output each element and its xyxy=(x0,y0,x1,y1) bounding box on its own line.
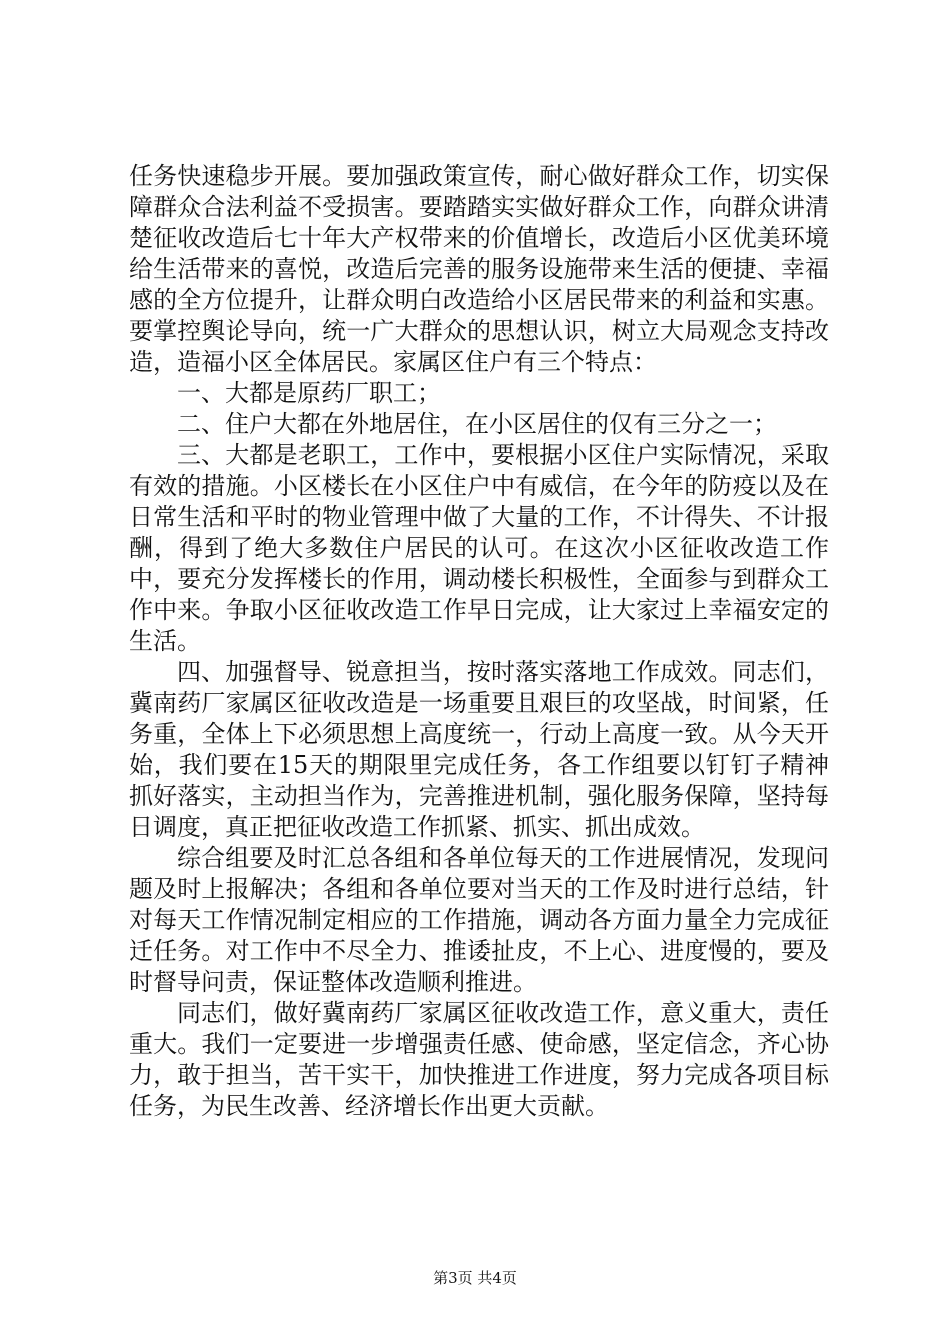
document-body xyxy=(129,161,829,1122)
paragraph-point-two: 二、住户大都在外地居住，在小区居住的仅有三分之一； xyxy=(177,410,777,438)
paragraph-point-four: 四、加强督导、锐意担当，按时落实落地工作成效。同志们，冀南药厂家属区征收改造是一场重要且艰巨的攻坚战，时间紧，任务重，全体上下必须思想上高度统一，行动上高度一致。从今天开始，我们要在15天的期限里完成任务，各工作组要以钉钉子精神抓好落实，主动担当作为，完善推进机制，强化服务保障，坚持每日调度，真正把征收改造工作抓紧、抓实、抓出成效。 xyxy=(129,658,829,841)
paragraph-summary-group: 综合组要及时汇总各组和各单位每天的工作进展情况，发现问题及时上报解决；各组和各单位要对当天的工作及时进行总结，针对每天工作情况制定相应的工作措施，调动各方面力量全力完成征迁任务。对工作中不尽全力、推诿扯皮，不上心、进度慢的，要及时督导问责，保证整体改造顺利推进。 xyxy=(129,844,829,996)
paragraph-point-three: 三、大都是老职工，工作中，要根据小区住户实际情况，采取有效的措施。小区楼长在小区住户中有威信，在今年的防疫以及在日常生活和平时的物业管理中做了大量的工作，不计得失、不计报酬，得到了绝大多数住户居民的认可。在这次小区征收改造工作中，要充分发挥楼长的作用，调动楼长积极性，全面参与到群众工作中来。争取小区征收改造工作早日完成，让大家过上幸福安定的生活。 xyxy=(129,441,829,655)
paragraph-conclusion: 同志们，做好冀南药厂家属区征收改造工作，意义重大，责任重大。我们一定要进一步增强责任感、使命感，坚定信念，齐心协力，敢于担当，苦干实干，加快推进工作进度，努力完成各项目标任务，为民生改善、经济增长作出更大贡献。 xyxy=(129,999,829,1120)
paragraph-point-one: 一、大都是原药厂职工； xyxy=(177,379,441,407)
page-number-footer: 第3页 共4页 xyxy=(433,1269,517,1287)
paragraph-intro: 任务快速稳步开展。要加强政策宣传，耐心做好群众工作，切实保障群众合法利益不受损害。要踏踏实实做好群众工作，向群众讲清楚征收改造后七十年大产权带来的价值增长，改造后小区优美环境给生活带来的喜悦，改造后完善的服务设施带来生活的便捷、幸福感的全方位提升，让群众明白改造给小区居民带来的利益和实惠。要掌控舆论导向，统一广大群众的思想认识，树立大局观念支持改造，造福小区全体居民。家属区住户有三个特点： xyxy=(129,162,829,376)
